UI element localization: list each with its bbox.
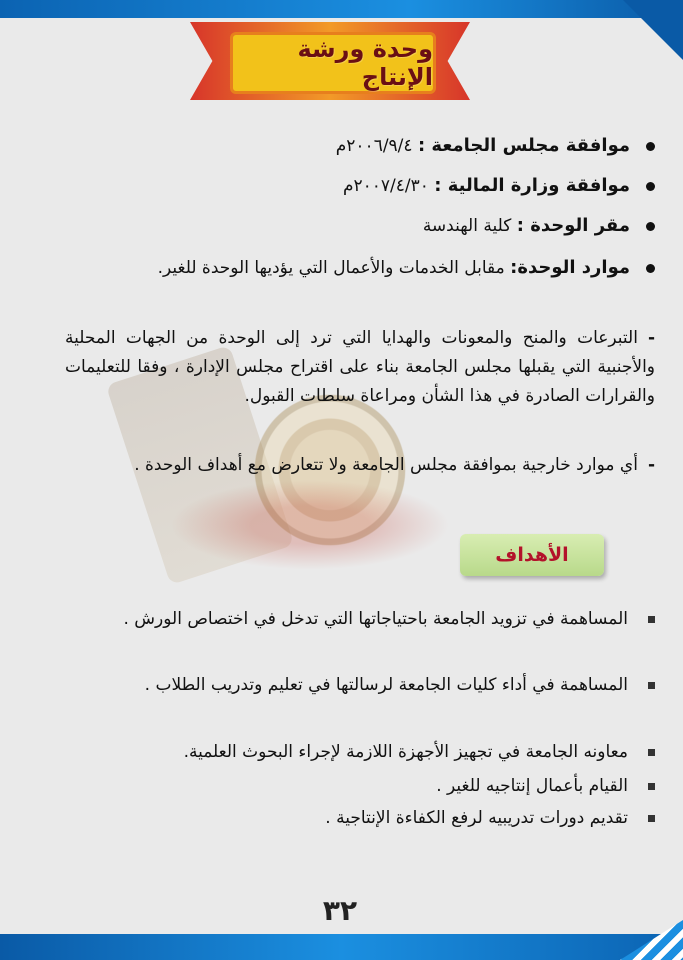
square-bullet-icon (648, 616, 655, 623)
top-corner-decoration (623, 0, 683, 60)
square-bullet-icon (648, 815, 655, 822)
resources-text: مقابل الخدمات والأعمال التي يؤديها الوحدة للغير. (157, 258, 505, 278)
bullet-icon (646, 182, 655, 191)
objective-item (40, 738, 655, 766)
objective-text: القيام بأعمال إنتاجيه للغير . (436, 776, 628, 796)
hq-label: مقر الوحدة : (516, 215, 630, 236)
hq-value: كلية الهندسة (422, 216, 512, 236)
resource-sub-item (65, 324, 655, 411)
council-label: موافقة مجلس الجامعة : (417, 135, 630, 156)
banner-plate (230, 32, 436, 94)
info-resources (40, 252, 655, 284)
sub-item-text: التبرعات والمنح والمعونات والهدايا التي ترد إلى الوحدة من الجهات المحلية والأجنبية التي يقبلها مجلس الجامعة بناء على اقتراح مجلس الإدارة ، وفقا للتعليمات والقرارات الصادرة في هذا الشأن ومراعاة سلطات القبول. (65, 328, 655, 406)
info-ministry (40, 172, 655, 200)
objective-text: المساهمة في تزويد الجامعة باحتياجاتها التي تدخل في اختصاص الورش . (123, 609, 628, 629)
ministry-label: موافقة وزارة المالية : (434, 175, 630, 196)
sub-item-text: أي موارد خارجية بموافقة مجلس الجامعة ولا تتعارض مع أهداف الوحدة . (134, 455, 638, 475)
page-number: ٣٢ (322, 894, 358, 927)
objective-item (40, 670, 655, 701)
dash-icon: - (647, 328, 655, 348)
bullet-icon (646, 264, 655, 273)
objective-text: معاونه الجامعة في تجهيز الأجهزة اللازمة لإجراء البحوث العلمية. (183, 742, 628, 762)
council-value: ٢٠٠٦/٩/٤م (335, 136, 413, 156)
bottom-color-band (0, 934, 683, 960)
top-color-band (0, 0, 683, 18)
objectives-heading-box (460, 534, 604, 576)
objective-text: المساهمة في أداء كليات الجامعة لرسالتها في تعليم وتدريب الطلاب . (144, 675, 628, 695)
square-bullet-icon (648, 749, 655, 756)
objective-item (40, 604, 655, 635)
objective-item (40, 804, 655, 832)
bullet-icon (646, 142, 655, 151)
resource-sub-item (65, 450, 655, 480)
square-bullet-icon (648, 783, 655, 790)
square-bullet-icon (648, 682, 655, 689)
info-council (40, 132, 655, 160)
bullet-icon (646, 222, 655, 231)
watermark-swoosh (170, 480, 450, 570)
resources-label: موارد الوحدة: (510, 257, 630, 278)
objective-item (40, 772, 655, 800)
header-banner (190, 22, 470, 100)
info-hq (40, 212, 655, 240)
dash-icon: - (647, 455, 655, 475)
page-title: وحدة ورشة الإنتاج (297, 35, 433, 91)
objective-text: تقديم دورات تدريبيه لرفع الكفاءة الإنتاجية . (325, 808, 628, 828)
ministry-value: ٢٠٠٧/٤/٣٠م (342, 176, 429, 196)
objectives-title: الأهداف (495, 544, 569, 566)
